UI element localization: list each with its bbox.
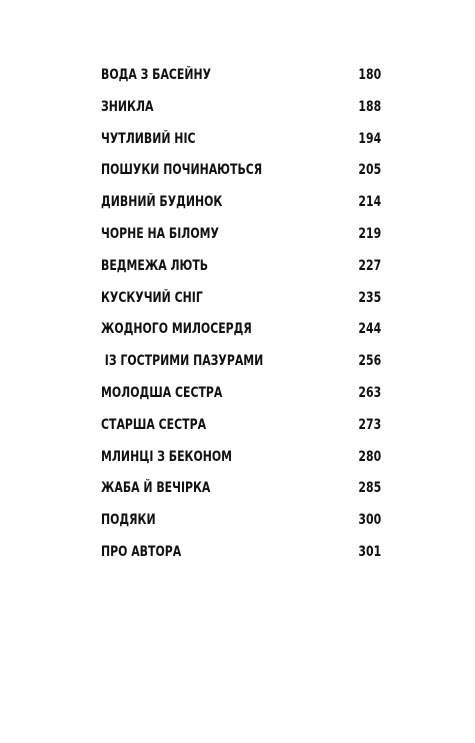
toc-entry-title: ЧУТЛИВИЙ НІС: [101, 130, 196, 147]
toc-entry-page: 244: [358, 321, 381, 338]
toc-entry-title: ДИВНИЙ БУДИНОК: [101, 194, 223, 211]
toc-entry-page: 300: [358, 512, 381, 529]
toc-entry[interactable]: [101, 66, 381, 98]
toc-entry[interactable]: [101, 320, 381, 352]
toc-entry-page: 180: [358, 67, 381, 83]
toc-entry[interactable]: [101, 225, 381, 257]
toc-entry-page: 219: [358, 225, 381, 242]
toc-entry[interactable]: [101, 543, 381, 575]
toc-entry-page: 194: [358, 130, 381, 147]
toc-entry[interactable]: [101, 161, 381, 193]
toc-entry-page: 263: [358, 384, 381, 401]
toc-entry-page: 256: [358, 353, 381, 370]
toc-entry-title: ЖОДНОГО МИЛОСЕРДЯ: [101, 321, 252, 338]
toc-entry[interactable]: [101, 130, 381, 162]
toc-entry[interactable]: [101, 289, 381, 321]
toc-entry-page: 235: [358, 289, 381, 306]
toc-entry[interactable]: [101, 257, 381, 289]
toc-entry-title: ПОШУКИ ПОЧИНАЮТЬСЯ: [101, 162, 263, 179]
toc-entry-title: ВЕДМЕЖА ЛЮТЬ: [101, 257, 209, 274]
toc-entry-title: МОЛОДША СЕСТРА: [101, 384, 223, 401]
table-of-contents: [101, 66, 381, 575]
toc-entry[interactable]: [101, 416, 381, 448]
toc-entry-page: 301: [358, 543, 381, 560]
toc-entry-title: ЖАБА Й ВЕЧІРКА: [101, 480, 211, 497]
toc-entry-title: ЗНИКЛА: [101, 98, 154, 115]
toc-entry[interactable]: [101, 511, 381, 543]
toc-entry-title: КУСКУЧИЙ СНІГ: [101, 289, 203, 306]
toc-entry-page: 280: [358, 448, 381, 465]
toc-entry-title: СТАРША СЕСТРА: [101, 416, 207, 433]
toc-entry[interactable]: [101, 352, 381, 384]
toc-entry-page: 285: [358, 480, 381, 497]
toc-entry-page: 205: [358, 162, 381, 179]
toc-entry[interactable]: [101, 193, 381, 225]
toc-entry-page: 273: [358, 416, 381, 433]
toc-entry-title: ІЗ ГОСТРИМИ ПАЗУРАМИ: [101, 353, 264, 370]
toc-entry[interactable]: [101, 98, 381, 130]
toc-entry-title: ПОДЯКИ: [101, 512, 156, 529]
toc-entry[interactable]: [101, 479, 381, 511]
toc-entry-title: МЛИНЦІ З БЕКОНОМ: [101, 448, 233, 465]
toc-entry[interactable]: [101, 448, 381, 480]
toc-entry-page: 214: [358, 194, 381, 211]
toc-entry-title: ВОДА З БАСЕЙНУ: [101, 67, 212, 83]
toc-entry-page: 227: [358, 257, 381, 274]
toc-entry-title: ПРО АВТОРА: [101, 543, 182, 560]
toc-entry-page: 188: [358, 98, 381, 115]
toc-entry-title: ЧОРНЕ НА БІЛОМУ: [101, 225, 219, 242]
toc-entry[interactable]: [101, 384, 381, 416]
